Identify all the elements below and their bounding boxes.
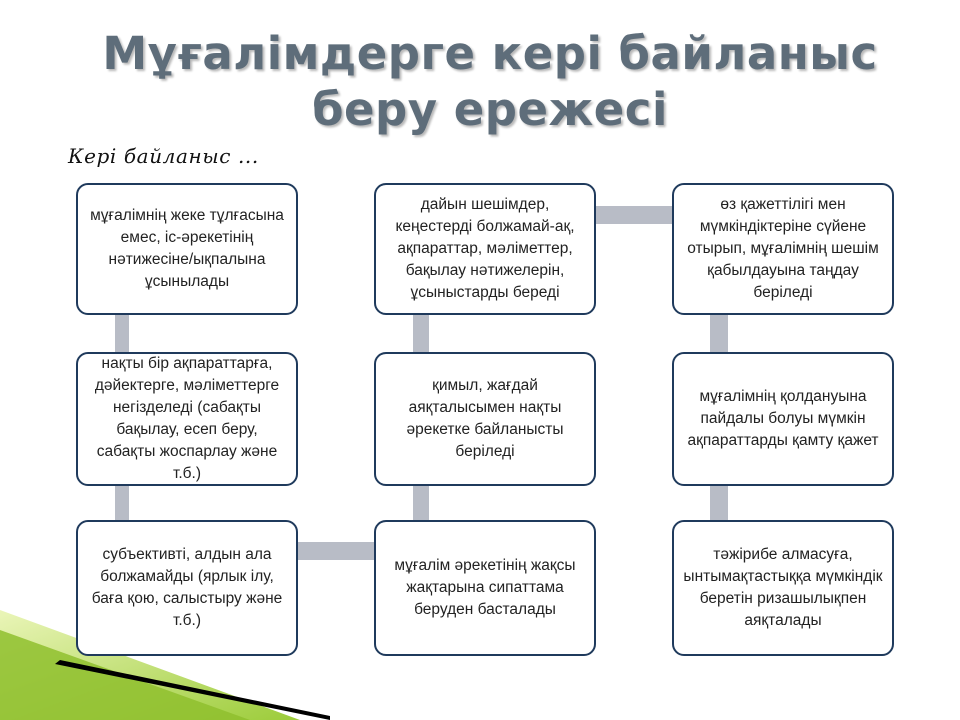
- feedback-box-4: [374, 183, 596, 315]
- feedback-text-5: қимыл, жағдай аяқталысымен нақты әрекетке байланысты беріледі: [406, 377, 564, 460]
- feedback-box-9: [672, 520, 894, 656]
- feedback-text-2: нақты бір ақпараттарға, дәйектерге, мәліметтерге негізделеді (сабақты бақылау, есеп беру, сабақты жоспарлау және т.б.): [94, 355, 280, 482]
- feedback-text-6: мұғалім әрекетінің жақсы жақтарына сипаттама беруден басталады: [394, 557, 576, 618]
- feedback-text-1: мұғалімнің жеке тұлғасына емес, іс-әрекетінің нәтижесіне/ықпалына ұсынылады: [90, 207, 284, 290]
- feedback-box-8: [672, 352, 894, 486]
- connector-r3-c1-c2: [296, 542, 380, 560]
- feedback-text-9: тәжірибе алмасуға, ынтымақтастыққа мүмкіндік беретін ризашылықпен аяқталады: [683, 546, 883, 629]
- feedback-box-5: [374, 352, 596, 486]
- page-title: Мұғалімдерге кері байланыс беру ережесі: [102, 27, 878, 136]
- subtitle: Кері байланыс ...: [68, 144, 259, 168]
- feedback-text-8: мұғалімнің қолдануына пайдалы болуы мүмкін ақпараттарды қамту қажет: [687, 388, 879, 449]
- feedback-box-2: [76, 352, 298, 486]
- connector-r1-c2-c3: [596, 206, 680, 224]
- feedback-box-3: [76, 520, 298, 656]
- feedback-box-1: [76, 183, 298, 315]
- feedback-box-6: [374, 520, 596, 656]
- feedback-text-7: өз қажеттілігі мен мүмкіндіктеріне сүйене отырып, мұғалімнің шешім қабылдауына таңдау беріледі: [687, 196, 879, 301]
- feedback-box-7: [672, 183, 894, 315]
- feedback-text-4: дайын шешімдер, кеңестерді болжамай-ақ, ақпараттар, мәліметтер, бақылау нәтижелерін, ұсыныстарды береді: [395, 196, 575, 301]
- feedback-text-3: субъективті, алдын ала болжамайды (ярлык ілу, баға қою, салыстыру және т.б.): [91, 546, 283, 629]
